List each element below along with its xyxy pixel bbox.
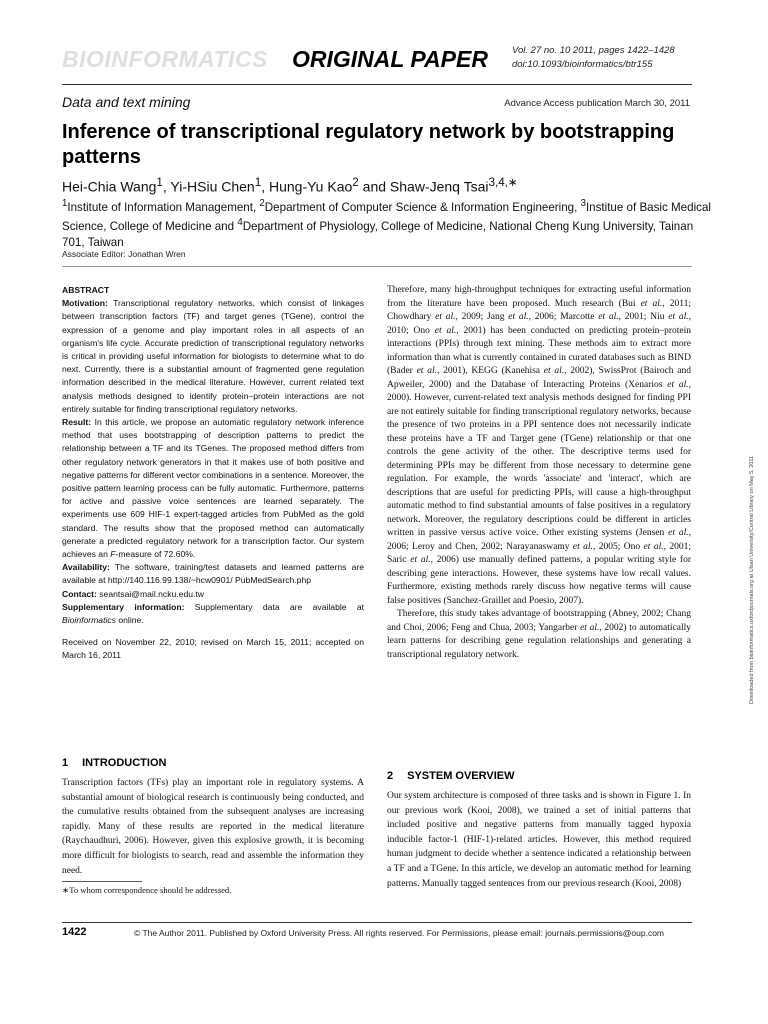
intro-heading: 1 INTRODUCTION xyxy=(62,757,167,769)
intro-text: Transcription factors (TFs) play an important role in regulatory systems. A substantial amount of biological research is continuously being conducted, and the cumulative results obtained from the subsequent analyses are increasing rapidly. Many of these results are reported in the medical literature (Raychaudhuri, 2006). However, given this explosive growth, it is becoming more difficult for biologists to search, read and assemble the information they need. xyxy=(62,778,364,876)
paper-type: ORIGINAL PAPER xyxy=(292,46,488,72)
author-sup: 1 xyxy=(156,176,163,189)
author-list: Hei-Chia Wang$^1$, Yi-HSiu Chen$^1$, Hung-Yu Kao$^2$ and Shaw-Jenq Tsai$^{3,4,∗}$ xyxy=(62,176,518,195)
volume-info xyxy=(512,44,675,72)
header-rule xyxy=(62,84,692,85)
volume-line: Vol. 27 no. 10 2011, pages 1422–1428 xyxy=(512,45,675,56)
system-overview-text: Our system architecture is composed of three tasks and is shown in Figure 1. In our previous work (Kooi, 2008), we trained a set of initial patterns that included positive and negative patterns from manually tagged hypoxia inducible factor-1 (HIF-1)-related articles. However, this method required human judgment to decide whether a sentence indicated a relationship between a TF and a TGene. In this article, we develop an automatic method for learning patterns. Manually tagged sentences from our previous research (Kooi, 2008) xyxy=(387,791,691,889)
footnote: ∗To whom correspondence should be addressed. xyxy=(62,885,232,895)
abstract-block xyxy=(62,284,364,663)
associate-editor: Associate Editor: Jonathan Wren xyxy=(62,249,186,259)
author-name: Hei-Chia Wang xyxy=(62,178,157,195)
copyright-notice: © The Author 2011. Published by Oxford University Press. All rights reserved. For Permissions, please email: journals.permissions@oup.com xyxy=(134,928,664,938)
abstract-motivation: Motivation: Transcriptional regulatory networks, which consist of linkages between transcription factors (TF) and target genes (TGene), control the expression of a genome and play important roles in all aspects of an organism's life cycle. Accurate prediction of transcriptional regulatory networks is critical in providing useful information for biologists to determine what to do next. Currently, there is a substantial amount of fragmented gene regulation information described in the medical literature. However, current related text analysis methods designed to identify protein–protein interactions are not entirely suitable for finding transcriptional regulatory networks. xyxy=(62,298,364,414)
author-sup: 3,4,∗ xyxy=(488,176,518,189)
doi-line[interactable]: doi:10.1093/bioinformatics/btr155 xyxy=(512,59,653,70)
abstract-result: Result: In this article, we propose an automatic regulatory network inference method that uses bootstrapping of description patterns to predict the relationship between a TF and its TGenes. The proposed method differs from other regulatory network generators in that it makes use of both positive and negative patterns for different vector combinations in a sentence. Moreover, the positive pattern learning process can be fully automatic. Furthermore, patterns for active and passive voice sentences are learned separately. The experiments use 609 HIF-1 expert-tagged articles from PubMed as the gold standard. The results show that the proposed method can automatically generate a predicted regulatory network for a transcription factor. Our system achieves an F-measure of 72.60%. xyxy=(62,417,364,560)
abstract-heading: ABSTRACT xyxy=(62,285,110,295)
advance-access: Advance Access publication March 30, 2011 xyxy=(504,98,690,109)
footnote-rule xyxy=(62,881,142,882)
right-column-text xyxy=(387,284,691,662)
author-sup: 1 xyxy=(254,176,262,189)
contact-email[interactable]: seantsai@mail.ncku.edu.tw xyxy=(99,588,204,599)
title-rule xyxy=(62,266,692,267)
received-dates: Received on November 22, 2010; revised on March 15, 2011; accepted on March 16, 2011 xyxy=(62,637,364,661)
availability-link[interactable]: The software, training/test datasets and learned patterns are available at http://140.116.99.138/~hcw0901/ PubMedSearch.php xyxy=(62,562,365,586)
abstract-contact: Contact: seantsai@mail.ncku.edu.tw xyxy=(62,588,204,599)
abstract-availability: Availability: The software, training/test datasets and learned patterns are available at http://140.116.99.138/~hcw0901/ PubMedSearch.php xyxy=(62,562,365,586)
article-title: Inference of transcriptional regulatory network by bootstrapping patterns xyxy=(62,121,675,168)
paragraph: Therefore, this study takes advantage of bootstrapping (Abney, 2002; Chang and Choi, 2006; Feng and Chua, 2003; Yangarber et al., 2002) to automatically learn patterns for describing gene regulation relationships and generating a transcriptional regulatory network. xyxy=(387,609,691,660)
system-overview-heading: 2 SYSTEM OVERVIEW xyxy=(387,770,515,782)
section-label: Data and text mining xyxy=(62,94,191,110)
page-number: 1422 xyxy=(62,926,87,938)
download-notice: Downloaded from bioinformatics.oxfordjournals.org at Ulsan University/Central Library on May 5, 2011 xyxy=(749,455,755,705)
author-name: Yi-HSiu Chen xyxy=(170,178,255,195)
paragraph: Therefore, many high-throughput techniques for extracting useful information from the literature have been proposed. Much research (Bui et al., 2011; Chowdhary et al., 2009; Jang et al., 2006; Marcotte et al., 2001; Niu et al., 2010; Ono et al., 2001) has been conducted on predicting protein–protein interactions (PPIs) through text mining. These methods aim to extract more information than what is currently contained in curated databases such as BIND (Bader et al., 2001), KEGG (Kanehisa et al., 2002), SwissProt (Bairoch and Apweiler, 2000) and the Database of Interacting Proteins (Xenarios et al., 2000). However, current-related text analysis methods designed for finding PPI are not entirely suitable for finding transcriptional regulatory networks, because the presence of two proteins in a PPI sentence does not necessarily indicate these proteins have a TF and Target gene (TGene) relationship or that one controls the gene activity of the other. The descriptive terms used for determining PPIs may be different from those necessary to determine gene regulation. For example, the words 'associate' and 'interact', which are descriptions that are useful for predicting PPIs, will cause a high-throughput automatic method to find substantial amounts of false positives in a regulatory network. Moreover, the regulatory descriptions could be different in articles written in passive versus active voice. Other existing systems (Jensen et al., 2006; Leroy and Chen, 2002; Narayanaswamy et al., 2005; Ono et al., 2001; Saric et al., 2006) use manually defined patterns, a popular writing style for describing gene interactions. However, these systems have low recall values. Furthermore, existing methods rarely discuss how negative terms will cause false positives (Sanchez-Graillet and Poesio, 2007). xyxy=(387,285,692,606)
footer-rule xyxy=(62,922,692,923)
affiliations: $^1$Institute of Information Management, $^2$Department of Computer Science & Information Engineering, $^3$Institue of Basic Medical Science, College of Medicine and $^4$Department of Physiology, College of Medicine, National Cheng Kung University, Tainan 701, Taiwan xyxy=(62,198,711,249)
abstract-supplementary: Supplementary information: Supplementary data are available at Bioinformatics online. xyxy=(62,601,364,626)
author-name: Shaw-Jenq Tsai xyxy=(389,178,489,195)
journal-name: BIOINFORMATICS xyxy=(62,46,268,72)
author-name: Hung-Yu Kao xyxy=(268,178,353,195)
author-sup: 2 xyxy=(352,176,359,189)
